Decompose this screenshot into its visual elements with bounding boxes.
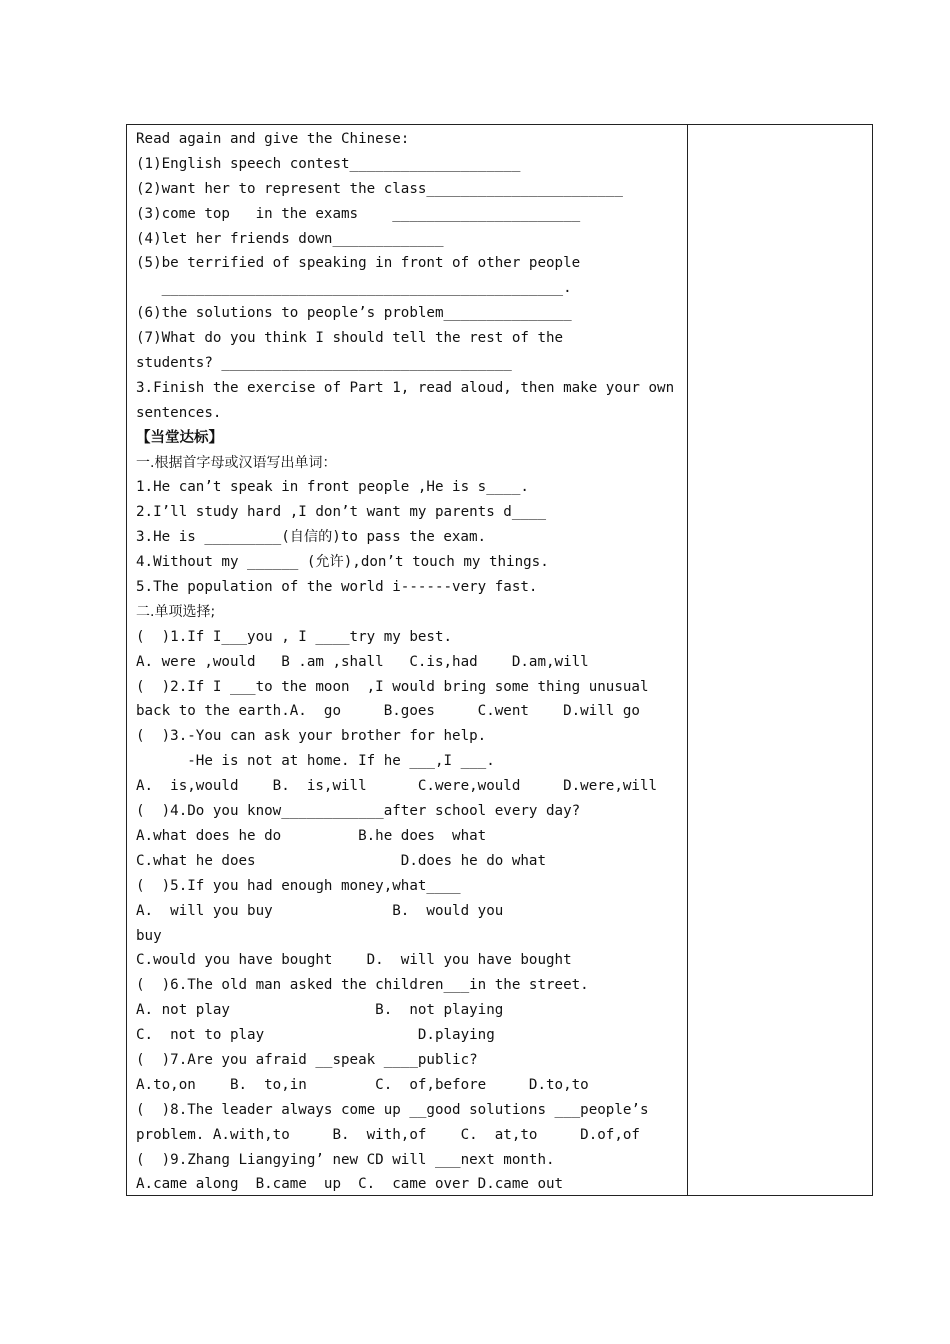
mc-options-7: A.to,on B. to,in C. of,before D.to,to <box>136 1076 589 1093</box>
word-question-3: 3.He is _________(自信的)to pass the exam. <box>136 529 487 546</box>
mc-question-7: ( )7.Are you afraid __speak ____public? <box>136 1051 478 1068</box>
part-1-heading: 一.根据首字母或汉语写出单词： <box>136 454 337 471</box>
phrase-item-4: (4)let her friends down_____________ <box>136 230 444 247</box>
task-3-cont: sentences. <box>136 404 222 421</box>
phrase-item-5: (5)be terrified of speaking in front of other people <box>136 255 581 272</box>
phrase-item-1: (1)English speech contest____________________ <box>136 155 521 172</box>
column-divider <box>687 125 688 1195</box>
word-question-1: 1.He can’t speak in front people ,He is s____. <box>136 479 529 496</box>
mc-question-6: ( )6.The old man asked the children___in the street. <box>136 977 589 994</box>
mc-question-1: ( )1.If I___you , I ____try my best. <box>136 628 453 645</box>
mc-question-8: ( )8.The leader always come up __good solutions ___people’s <box>136 1101 649 1118</box>
mc-options-3: A. is,would B. is,will C.were,would D.were,will <box>136 778 658 795</box>
mc-question-3: ( )3.-You can ask your brother for help. <box>136 728 487 745</box>
word-question-5: 5.The population of the world i------very fast. <box>136 579 538 596</box>
phrase-item-7: (7)What do you think I should tell the rest of the <box>136 330 564 347</box>
mc-options-5b: C.would you have bought D. will you have bought <box>136 952 572 969</box>
section-heading-in-class-test: 【当堂达标】 <box>136 429 223 446</box>
mc-options-8: problem. A.with,to B. with,of C. at,to D.of,of <box>136 1126 640 1143</box>
mc-options-6b: C. not to play D.playing <box>136 1027 495 1044</box>
phrase-item-7-cont: students? __________________________________ <box>136 355 512 372</box>
word-question-2: 2.I’ll study hard ,I don’t want my parents d____ <box>136 504 546 521</box>
word-question-4: 4.Without my ______ (允许),don’t touch my things. <box>136 554 549 571</box>
mc-options-5a: A. will you buy B. would you <box>136 902 504 919</box>
phrase-item-6: (6)the solutions to people’s problem_______________ <box>136 305 572 322</box>
mc-question-5: ( )5.If you had enough money,what____ <box>136 877 461 894</box>
mc-question-4: ( )4.Do you know____________after school every day? <box>136 803 581 820</box>
mc-options-4a: A.what does he do B.he does what <box>136 827 487 844</box>
mc-question-9: ( )9.Zhang Liangying’ new CD will ___next month. <box>136 1151 555 1168</box>
phrase-item-5-blank: _______________________________________________. <box>136 280 572 297</box>
phrase-item-2: (2)want her to represent the class_______________________ <box>136 180 623 197</box>
mc-options-1: A. were ,would B .am ,shall C.is,had D.am,will <box>136 653 589 670</box>
mc-question-2: ( )2.If I ___to the moon ,I would bring some thing unusual <box>136 678 649 695</box>
mc-options-9: A.came along B.came up C. came over D.came out <box>136 1176 564 1193</box>
mc-options-6a: A. not play B. not playing <box>136 1002 504 1019</box>
part-2-heading: 二.单项选择; <box>136 603 216 620</box>
mc-options-2: back to the earth.A. go B.goes C.went D.will go <box>136 703 640 720</box>
mc-options-4b: C.what he does D.does he do what <box>136 852 546 869</box>
phrase-item-3: (3)come top in the exams ______________________ <box>136 205 581 222</box>
exercise-content <box>136 127 681 1197</box>
mc-options-5a-cont: buy <box>136 927 162 944</box>
instruction-heading: Read again and give the Chinese: <box>136 131 410 147</box>
task-3: 3.Finish the exercise of Part 1, read aloud, then make your own <box>136 379 675 396</box>
mc-question-3-cont: -He is not at home. If he ___,I ___. <box>136 753 495 770</box>
exercise-table <box>126 124 873 1196</box>
